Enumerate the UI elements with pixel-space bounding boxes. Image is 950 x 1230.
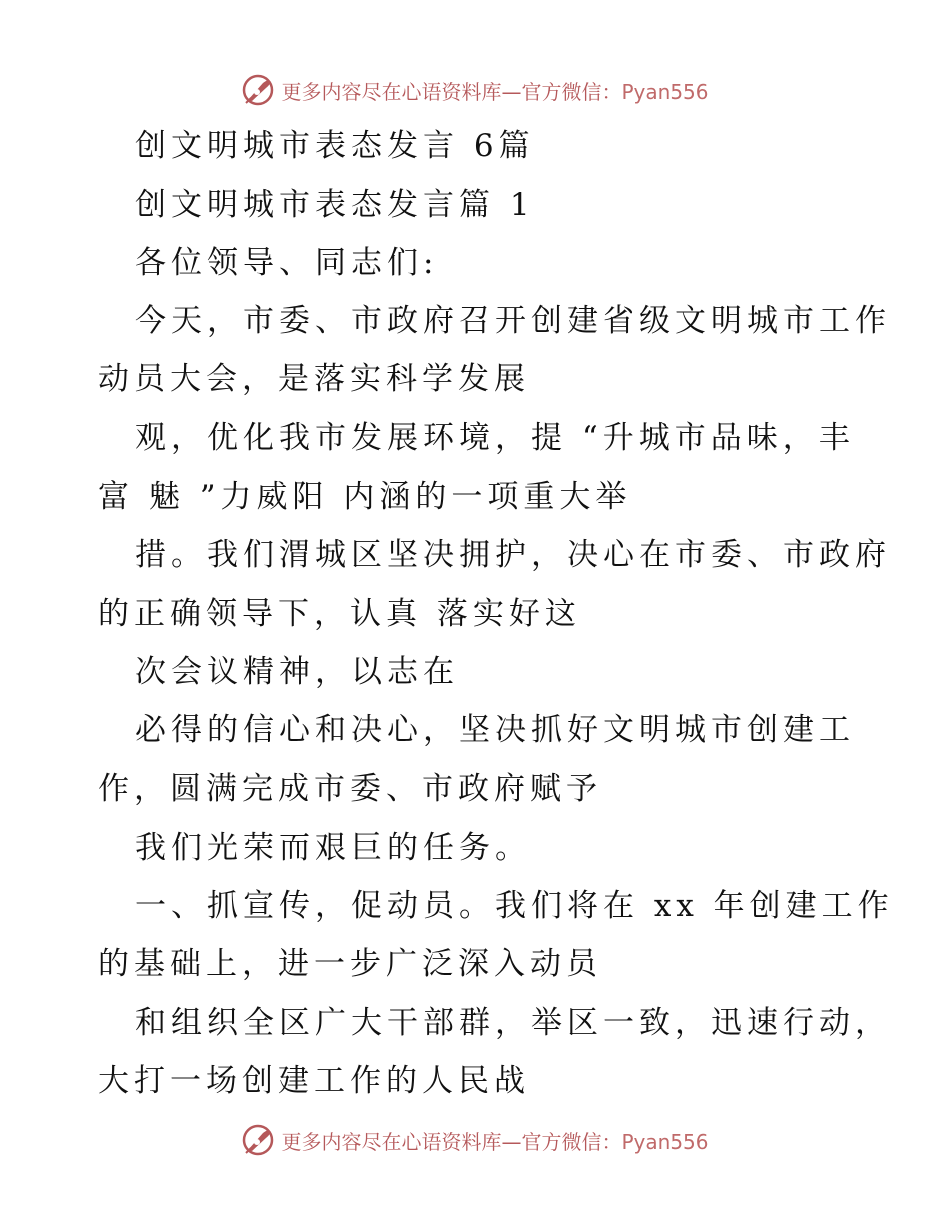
- doc-line: 的正确领导下，认真 落实好这: [98, 596, 581, 632]
- watermark-text: 更多内容尽在心语资料库—官方微信：Pyan556: [281, 1129, 709, 1154]
- wechat-account: Pyan556: [621, 79, 709, 104]
- doc-line: 今天，市委、市政府召开创建省级文明城市工作: [135, 303, 891, 339]
- doc-line: 措。我们渭城区坚决拥护，决心在市委、市政府: [135, 537, 891, 573]
- doc-line: 作，圆满完成市委、市政府赋予: [98, 771, 602, 807]
- doc-line: 一、抓宣传，促动员。我们将在 xx 年创建工作: [135, 888, 894, 924]
- footer-watermark-banner: [0, 1120, 950, 1160]
- wechat-account: Pyan556: [621, 1129, 709, 1154]
- doc-line: 次会议精神，以志在: [135, 654, 459, 690]
- doc-line: 动员大会，是落实科学发展: [98, 361, 530, 397]
- doc-subtitle: 创文明城市表态发言篇 1: [135, 187, 535, 223]
- doc-line: 观，优化我市发展环境，提 “升城市品味，丰: [135, 420, 855, 456]
- doc-line: 我们光荣而艰巨的任务。: [135, 830, 531, 866]
- doc-line: 各位领导、同志们:: [135, 245, 439, 281]
- doc-line: 富 魅 ”力威阳 内涵的一项重大举: [98, 479, 632, 515]
- doc-line: 的基础上，进一步广泛深入动员: [98, 946, 602, 982]
- doc-title: 创文明城市表态发言 6篇: [135, 128, 535, 164]
- header-watermark-banner: [0, 70, 950, 110]
- doc-line: 和组织全区广大干部群，举区一致，迅速行动，: [135, 1005, 891, 1041]
- doc-line: 大打一场创建工作的人民战: [98, 1063, 530, 1099]
- doc-line: 必得的信心和决心，坚决抓好文明城市创建工: [135, 712, 855, 748]
- quill-logo-icon: [241, 73, 275, 107]
- watermark-text: 更多内容尽在心语资料库—官方微信：Pyan556: [281, 79, 709, 104]
- quill-logo-icon: [241, 1123, 275, 1157]
